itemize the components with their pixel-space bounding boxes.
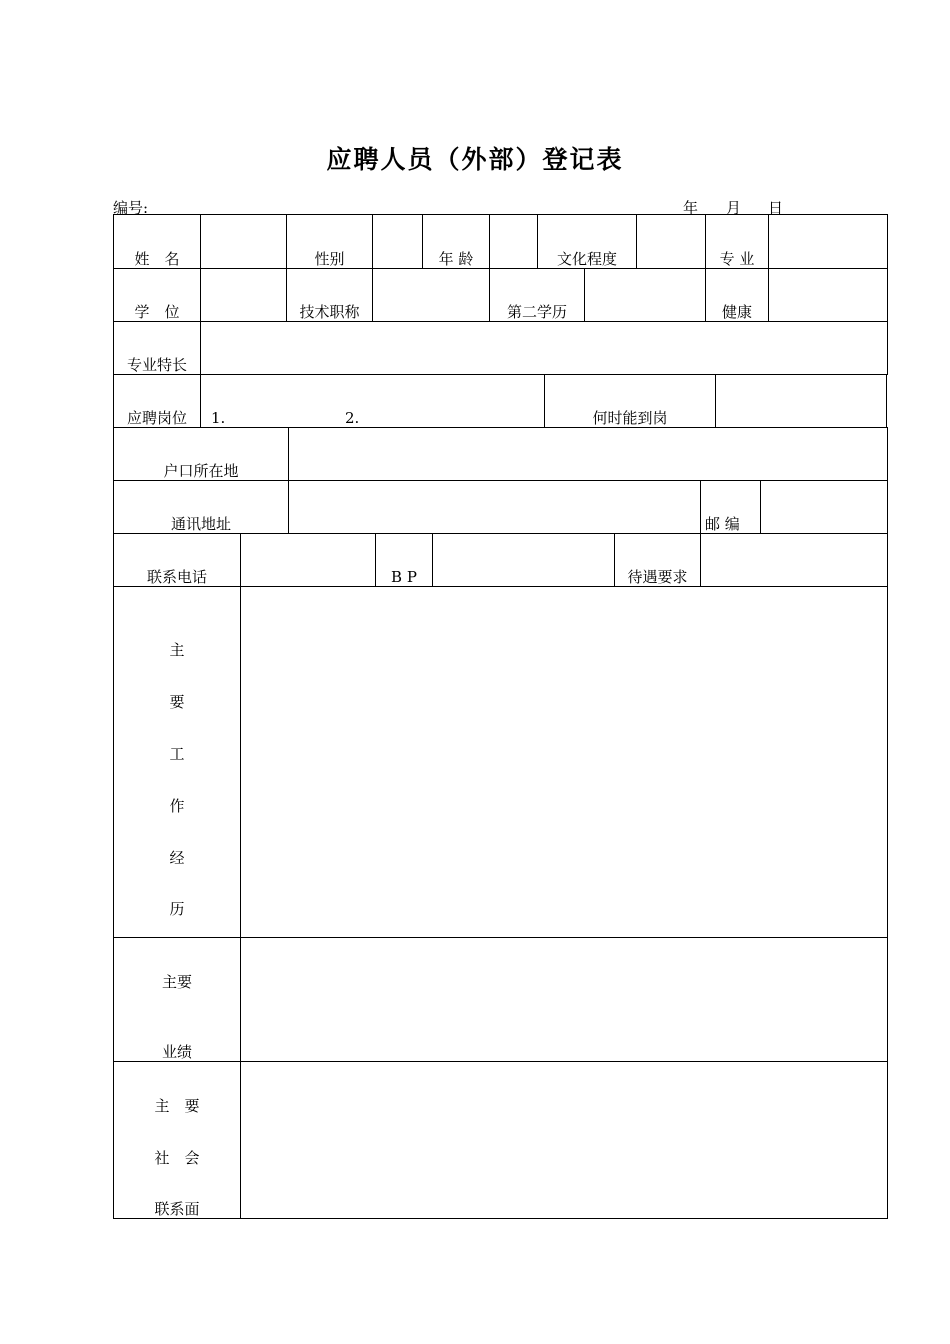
date-month-label: 月 [726, 199, 742, 217]
postcode-field[interactable] [761, 481, 887, 533]
number-label: 编号: [113, 199, 149, 217]
tech-title-label: 技术职称 [299, 303, 360, 321]
address-label: 通讯地址 [170, 515, 231, 533]
specialty-label: 专业特长 [126, 356, 187, 374]
address-field[interactable] [289, 481, 701, 533]
work-history-field[interactable] [241, 587, 887, 937]
degree-label: 学 位 [134, 303, 180, 321]
specialty-field[interactable] [201, 322, 887, 374]
form-row-work-history [113, 586, 888, 938]
work-history-label-char: 经 [169, 849, 185, 867]
salary-label: 待遇要求 [627, 568, 688, 586]
degree-field[interactable] [201, 269, 287, 321]
age-label-cell [423, 215, 490, 268]
form-row-address [113, 480, 888, 534]
postcode-label: 邮 编 [705, 515, 740, 533]
position-option-2: 2. [345, 409, 360, 427]
social-label-line: 主 要 [154, 1097, 200, 1115]
work-history-label-char: 历 [169, 900, 185, 918]
gender-label-cell [287, 215, 373, 268]
form-row-contact [113, 533, 888, 587]
postcode-label-cell [701, 481, 761, 533]
social-label-line: 社 会 [154, 1149, 200, 1167]
position-label: 应聘岗位 [126, 409, 187, 427]
name-label-cell [114, 215, 201, 268]
date-year-label: 年 [683, 199, 699, 217]
form-row-position [113, 374, 887, 428]
bp-label: B P [391, 568, 417, 586]
position-option-1: 1. [211, 409, 226, 427]
health-field[interactable] [769, 269, 887, 321]
achievements-field[interactable] [241, 938, 887, 1061]
second-edu-field[interactable] [585, 269, 706, 321]
start-label-cell [545, 375, 716, 427]
salary-field[interactable] [701, 534, 887, 586]
social-label-line: 联系面 [154, 1200, 200, 1218]
major-label-cell [706, 215, 769, 268]
gender-field[interactable] [373, 215, 423, 268]
work-history-label-char: 要 [169, 693, 185, 711]
position-label-cell [114, 375, 201, 427]
bp-field[interactable] [433, 534, 615, 586]
achievements-label-line: 业绩 [161, 1043, 192, 1061]
age-label: 年 龄 [438, 250, 474, 268]
major-field[interactable] [769, 215, 887, 268]
work-history-label-char: 作 [169, 797, 185, 815]
name-label: 姓 名 [134, 250, 180, 268]
address-label-cell [114, 481, 289, 533]
hukou-label-cell [114, 428, 289, 480]
achievements-label-line: 主要 [161, 973, 192, 991]
position-field[interactable] [201, 375, 545, 427]
degree-label-cell [114, 269, 201, 321]
page-title: 应聘人员（外部）登记表 [326, 145, 624, 174]
second-edu-label-cell [490, 269, 585, 321]
start-date-field[interactable] [716, 375, 886, 427]
form-row-degree [113, 268, 888, 322]
hukou-label: 户口所在地 [163, 462, 239, 480]
major-label: 专 业 [719, 250, 755, 268]
work-history-label-cell [114, 587, 241, 937]
form-row-achievements [113, 937, 888, 1062]
achievements-label-cell [114, 938, 241, 1061]
phone-field[interactable] [241, 534, 376, 586]
social-label-cell [114, 1062, 241, 1218]
health-label-cell [706, 269, 769, 321]
form-row-basic-info [113, 214, 888, 269]
name-field[interactable] [201, 215, 287, 268]
work-history-label-char: 工 [169, 745, 185, 763]
education-label-cell [538, 215, 637, 268]
start-date-label: 何时能到岗 [592, 409, 668, 427]
form-row-social [113, 1061, 888, 1219]
form-row-hukou [113, 427, 888, 481]
form-row-specialty [113, 321, 888, 375]
age-field[interactable] [490, 215, 538, 268]
health-label: 健康 [721, 303, 752, 321]
specialty-label-cell [114, 322, 201, 374]
date-day-label: 日 [768, 199, 784, 217]
education-field[interactable] [637, 215, 706, 268]
hukou-field[interactable] [289, 428, 887, 480]
phone-label: 联系电话 [146, 568, 207, 586]
phone-label-cell [114, 534, 241, 586]
work-history-label-char: 主 [169, 641, 185, 659]
tech-title-field[interactable] [373, 269, 490, 321]
tech-title-label-cell [287, 269, 373, 321]
social-field[interactable] [241, 1062, 887, 1218]
second-edu-label: 第二学历 [506, 303, 567, 321]
salary-label-cell [615, 534, 701, 586]
bp-label-cell [376, 534, 433, 586]
education-label: 文化程度 [556, 250, 617, 268]
gender-label: 性别 [314, 250, 345, 268]
